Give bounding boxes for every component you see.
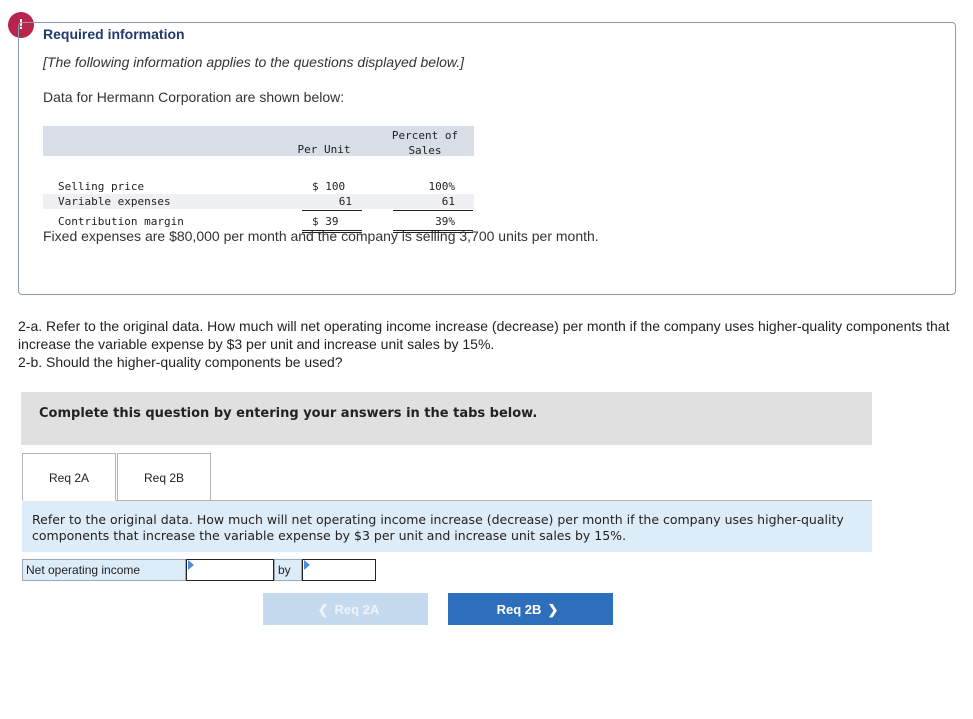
net-operating-income-amount-input[interactable] bbox=[186, 559, 274, 581]
row-per-unit: $ 100 bbox=[312, 180, 346, 193]
fixed-expenses-note: Fixed expenses are $80,000 per month and the company is selling 3,700 units per month. bbox=[43, 228, 599, 244]
required-information-note: [The following information applies to the questions displayed below.] bbox=[43, 54, 465, 70]
table-row bbox=[43, 214, 474, 229]
chevron-right-icon: ❯ bbox=[547, 602, 559, 617]
chevron-left-icon: ❮ bbox=[317, 602, 329, 617]
next-req-2b-button[interactable] bbox=[448, 593, 613, 625]
question-part-a: 2-a. Refer to the original data. How much will net operating income increase (decrease) per month if the company uses higher-quality components that increase the variable expense by $3 per unit and increase unit sales by 15%. bbox=[18, 318, 950, 352]
per-unit-underline bbox=[302, 210, 362, 211]
percent-underline bbox=[393, 210, 473, 211]
per-unit-header: Per Unit bbox=[297, 143, 351, 156]
alert-icon: ! bbox=[8, 12, 34, 38]
tab-prompt: Refer to the original data. How much will net operating income increase (decrease) per month if the company uses higher-quality components that increase the variable expense by $3 per unit and increase unit sales by 15%. bbox=[22, 501, 872, 552]
table-row bbox=[43, 194, 474, 209]
required-information-title: Required information bbox=[43, 26, 185, 42]
prev-req-2a-button[interactable] bbox=[263, 593, 428, 625]
question-part-b: 2-b. Should the higher-quality components be used? bbox=[18, 354, 343, 370]
percent-header-line2: Sales bbox=[408, 144, 442, 157]
instructions-banner bbox=[21, 392, 872, 445]
row-percent: 100% bbox=[428, 180, 455, 193]
by-label: by bbox=[274, 559, 302, 581]
row-label: Variable expenses bbox=[58, 195, 171, 208]
row-per-unit: 61 bbox=[338, 195, 352, 208]
percent-header-line1: Percent of bbox=[391, 129, 459, 142]
percent-of-sales-header bbox=[380, 128, 470, 158]
data-intro: Data for Hermann Corporation are shown below: bbox=[43, 89, 345, 105]
row-label: Selling price bbox=[58, 180, 145, 193]
table-row bbox=[43, 179, 474, 194]
input-marker-icon bbox=[188, 560, 194, 570]
tab-req-2b[interactable]: Req 2B bbox=[117, 453, 211, 501]
instructions-text: Complete this question by entering your answers in the tabs below. bbox=[39, 406, 538, 421]
tab-req-2a[interactable]: Req 2A bbox=[22, 453, 116, 501]
row-percent: 39% bbox=[435, 215, 455, 228]
prev-button-label: Req 2A bbox=[334, 602, 380, 617]
net-operating-income-label: Net operating income bbox=[22, 559, 186, 581]
question-text bbox=[18, 317, 958, 371]
net-operating-income-direction-input[interactable] bbox=[302, 559, 376, 581]
input-marker-icon bbox=[304, 560, 310, 570]
data-table-header bbox=[43, 126, 474, 156]
next-button-label: Req 2B bbox=[496, 602, 542, 617]
row-percent: 61 bbox=[441, 195, 455, 208]
row-per-unit: $ 39 bbox=[312, 215, 339, 228]
row-label: Contribution margin bbox=[58, 215, 184, 228]
